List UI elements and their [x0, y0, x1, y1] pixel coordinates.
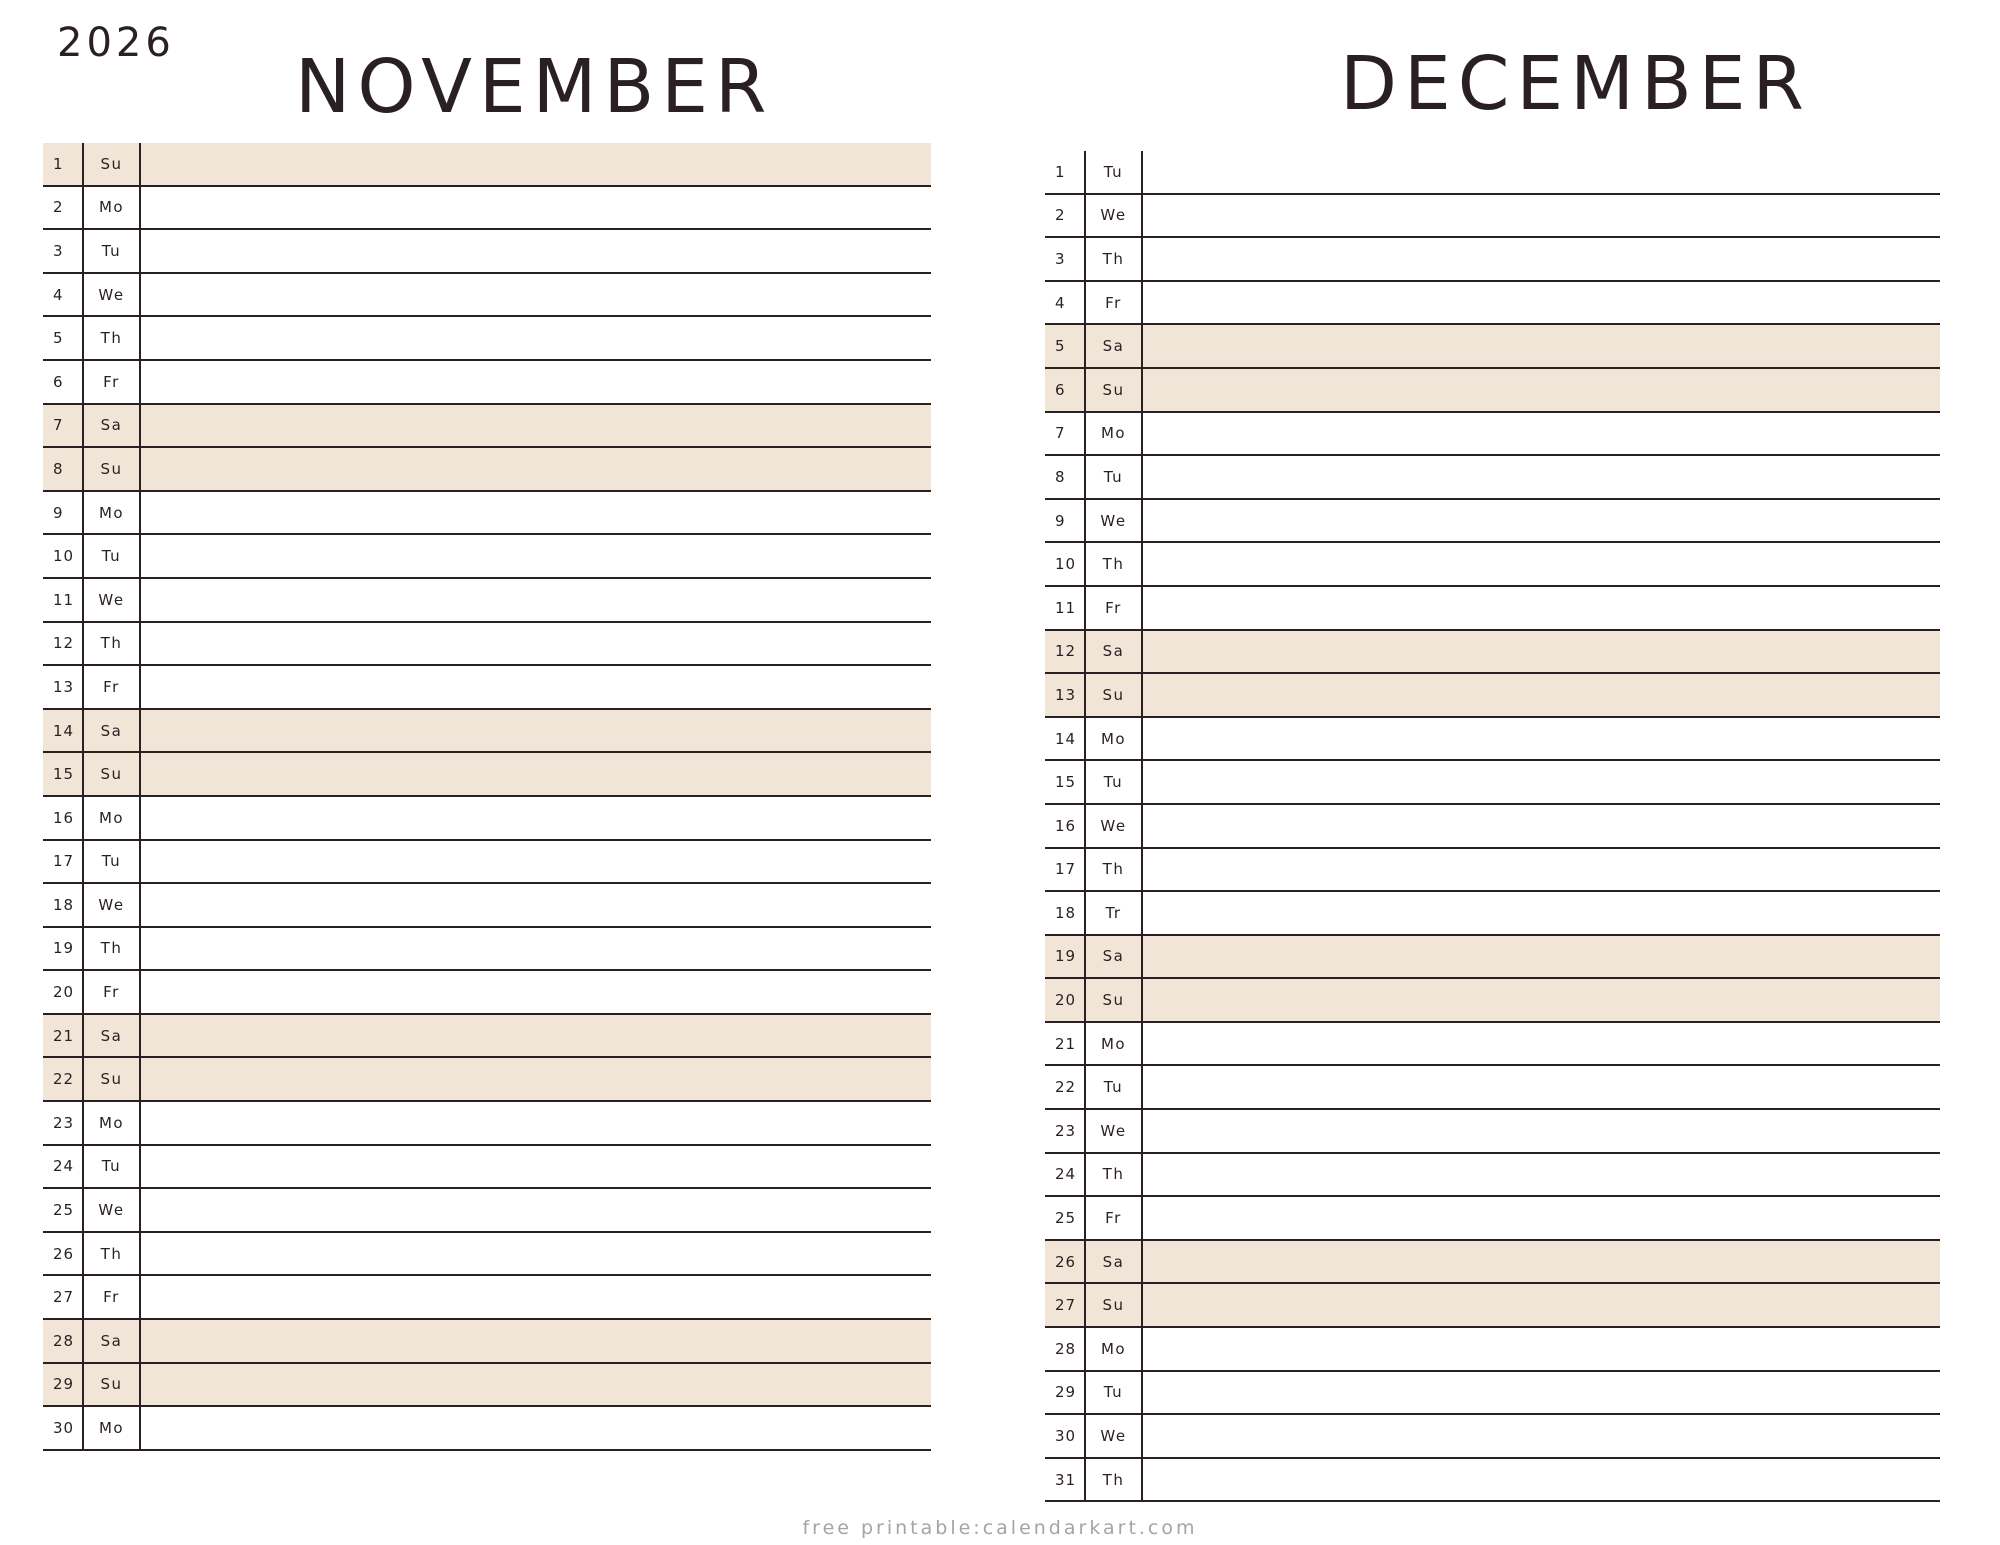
day-number: 4 [43, 274, 84, 316]
day-row [1045, 1459, 1940, 1503]
year-label: 2026 [57, 20, 175, 66]
day-row [43, 753, 931, 797]
note-area[interactable] [141, 1058, 931, 1100]
day-of-week: Mo [84, 492, 141, 534]
day-row [1045, 151, 1940, 195]
day-row [43, 710, 931, 754]
day-number: 7 [43, 405, 84, 447]
note-area[interactable] [1143, 587, 1940, 629]
day-number: 9 [43, 492, 84, 534]
day-of-week: Sa [1086, 325, 1143, 367]
day-number: 15 [43, 753, 84, 795]
day-of-week: Mo [84, 187, 141, 229]
day-number: 19 [43, 928, 84, 970]
day-of-week: We [1086, 195, 1143, 237]
day-of-week: Tu [84, 841, 141, 883]
day-of-week: Th [1086, 543, 1143, 585]
day-row [43, 797, 931, 841]
note-area[interactable] [1143, 325, 1940, 367]
day-row [1045, 674, 1940, 718]
day-number: 31 [1045, 1459, 1086, 1501]
day-number: 12 [1045, 631, 1086, 673]
note-area[interactable] [141, 841, 931, 883]
day-of-week: Mo [84, 1102, 141, 1144]
note-area[interactable] [141, 143, 931, 185]
day-number: 13 [1045, 674, 1086, 716]
note-area[interactable] [1143, 631, 1940, 673]
day-of-week: Th [1086, 1459, 1143, 1501]
day-number: 30 [1045, 1415, 1086, 1457]
day-row [1045, 1328, 1940, 1372]
day-number: 22 [1045, 1066, 1086, 1108]
day-number: 26 [1045, 1241, 1086, 1283]
day-of-week: Sa [1086, 936, 1143, 978]
day-of-week: Tu [1086, 1372, 1143, 1414]
day-of-week: Sa [84, 710, 141, 752]
day-row [1045, 543, 1940, 587]
day-row [43, 317, 931, 361]
day-number: 1 [43, 143, 84, 185]
day-row [43, 1058, 931, 1102]
note-area[interactable] [1143, 1023, 1940, 1065]
day-number: 17 [43, 841, 84, 883]
note-area[interactable] [141, 1320, 931, 1362]
day-row [43, 841, 931, 885]
day-row [1045, 631, 1940, 675]
note-area[interactable] [1143, 892, 1940, 934]
day-row [43, 535, 931, 579]
day-row [1045, 195, 1940, 239]
day-row [1045, 1197, 1940, 1241]
day-of-week: Mo [1086, 1023, 1143, 1065]
day-row [43, 1015, 931, 1059]
day-of-week: Sa [84, 1015, 141, 1057]
day-number: 28 [1045, 1328, 1086, 1370]
note-area[interactable] [141, 448, 931, 490]
day-of-week: Su [1086, 674, 1143, 716]
note-area[interactable] [141, 623, 931, 665]
day-row [1045, 936, 1940, 980]
day-row [43, 1407, 931, 1451]
day-row [1045, 805, 1940, 849]
note-area[interactable] [141, 361, 931, 403]
day-number: 29 [1045, 1372, 1086, 1414]
day-row [1045, 892, 1940, 936]
day-row [1045, 1110, 1940, 1154]
day-row [1045, 1415, 1940, 1459]
day-of-week: We [84, 274, 141, 316]
note-area[interactable] [141, 274, 931, 316]
month-title-december: DECEMBER [1340, 41, 1811, 127]
day-number: 12 [43, 623, 84, 665]
day-of-week: Sa [1086, 631, 1143, 673]
day-of-week: Su [84, 143, 141, 185]
note-area[interactable] [141, 971, 931, 1013]
day-of-week: Su [84, 448, 141, 490]
day-number: 10 [1045, 543, 1086, 585]
day-number: 21 [43, 1015, 84, 1057]
day-number: 5 [43, 317, 84, 359]
day-row [43, 405, 931, 449]
day-of-week: Su [84, 1364, 141, 1406]
day-of-week: Mo [1086, 1328, 1143, 1370]
day-row [43, 623, 931, 667]
day-of-week: Th [84, 1233, 141, 1275]
note-area[interactable] [1143, 936, 1940, 978]
day-row [43, 361, 931, 405]
day-row [43, 666, 931, 710]
day-row [43, 1364, 931, 1408]
day-of-week: Su [1086, 1284, 1143, 1326]
day-of-week: Mo [84, 1407, 141, 1449]
day-of-week: Sa [84, 1320, 141, 1362]
day-of-week: Fr [84, 1276, 141, 1318]
day-number: 30 [43, 1407, 84, 1449]
day-row [1045, 325, 1940, 369]
day-row [1045, 282, 1940, 326]
day-of-week: Th [1086, 849, 1143, 891]
day-number: 14 [43, 710, 84, 752]
note-area[interactable] [1143, 805, 1940, 847]
day-of-week: Fr [84, 666, 141, 708]
day-number: 9 [1045, 500, 1086, 542]
day-row [43, 579, 931, 623]
note-area[interactable] [1143, 543, 1940, 585]
day-of-week: Tu [1086, 761, 1143, 803]
day-number: 23 [43, 1102, 84, 1144]
note-area[interactable] [1143, 761, 1940, 803]
day-number: 27 [43, 1276, 84, 1318]
note-area[interactable] [1143, 413, 1940, 455]
note-area[interactable] [141, 1233, 931, 1275]
december-day-list [1045, 151, 1940, 1502]
note-area[interactable] [141, 492, 931, 534]
day-number: 21 [1045, 1023, 1086, 1065]
day-number: 13 [43, 666, 84, 708]
day-number: 18 [43, 884, 84, 926]
day-row [43, 1189, 931, 1233]
day-row [43, 187, 931, 231]
day-row [1045, 369, 1940, 413]
day-number: 3 [1045, 238, 1086, 280]
note-area[interactable] [141, 230, 931, 272]
day-row [43, 884, 931, 928]
day-row [43, 971, 931, 1015]
day-row [43, 1320, 931, 1364]
day-number: 16 [43, 797, 84, 839]
day-of-week: We [1086, 1110, 1143, 1152]
note-area[interactable] [1143, 979, 1940, 1021]
day-row [43, 274, 931, 318]
day-of-week: Mo [1086, 718, 1143, 760]
day-number: 6 [43, 361, 84, 403]
day-row [1045, 1154, 1940, 1198]
day-number: 20 [1045, 979, 1086, 1021]
day-of-week: Fr [84, 361, 141, 403]
day-number: 24 [43, 1146, 84, 1188]
day-number: 7 [1045, 413, 1086, 455]
note-area[interactable] [1143, 195, 1940, 237]
day-row [43, 230, 931, 274]
note-area[interactable] [141, 753, 931, 795]
day-of-week: We [84, 1189, 141, 1231]
note-area[interactable] [141, 710, 931, 752]
day-row [1045, 1023, 1940, 1067]
note-area[interactable] [141, 187, 931, 229]
note-area[interactable] [141, 797, 931, 839]
day-row [1045, 587, 1940, 631]
day-of-week: Tu [1086, 1066, 1143, 1108]
day-number: 2 [43, 187, 84, 229]
day-of-week: Tu [84, 230, 141, 272]
day-number: 26 [43, 1233, 84, 1275]
day-row [1045, 456, 1940, 500]
day-number: 14 [1045, 718, 1086, 760]
day-of-week: Tu [84, 1146, 141, 1188]
day-number: 29 [43, 1364, 84, 1406]
day-of-week: Th [1086, 1154, 1143, 1196]
day-row [1045, 718, 1940, 762]
note-area[interactable] [141, 1276, 931, 1318]
day-number: 3 [43, 230, 84, 272]
day-row [43, 1146, 931, 1190]
footer-credit: free printable:calendarkart.com [802, 1517, 1198, 1539]
note-area[interactable] [1143, 1459, 1940, 1501]
note-area[interactable] [1143, 1110, 1940, 1152]
note-area[interactable] [141, 928, 931, 970]
day-number: 24 [1045, 1154, 1086, 1196]
note-area[interactable] [1143, 1372, 1940, 1414]
note-area[interactable] [1143, 1154, 1940, 1196]
day-row [1045, 413, 1940, 457]
day-of-week: Su [84, 1058, 141, 1100]
note-area[interactable] [141, 317, 931, 359]
day-number: 1 [1045, 151, 1086, 193]
day-of-week: Th [84, 928, 141, 970]
day-of-week: Tu [1086, 151, 1143, 193]
note-area[interactable] [141, 1015, 931, 1057]
day-number: 15 [1045, 761, 1086, 803]
day-row [43, 1102, 931, 1146]
day-of-week: Tr [1086, 892, 1143, 934]
day-number: 4 [1045, 282, 1086, 324]
day-of-week: Mo [1086, 413, 1143, 455]
note-area[interactable] [141, 405, 931, 447]
day-of-week: Mo [84, 797, 141, 839]
note-area[interactable] [141, 666, 931, 708]
note-area[interactable] [141, 535, 931, 577]
day-of-week: We [1086, 805, 1143, 847]
day-number: 11 [1045, 587, 1086, 629]
note-area[interactable] [1143, 1284, 1940, 1326]
day-number: 6 [1045, 369, 1086, 411]
day-number: 27 [1045, 1284, 1086, 1326]
day-row [1045, 238, 1940, 282]
day-number: 11 [43, 579, 84, 621]
day-row [1045, 500, 1940, 544]
day-number: 16 [1045, 805, 1086, 847]
note-area[interactable] [1143, 151, 1940, 193]
note-area[interactable] [1143, 674, 1940, 716]
day-of-week: Tu [1086, 456, 1143, 498]
note-area[interactable] [1143, 718, 1940, 760]
note-area[interactable] [141, 1364, 931, 1406]
day-number: 25 [43, 1189, 84, 1231]
day-row [1045, 1372, 1940, 1416]
day-of-week: Sa [84, 405, 141, 447]
day-number: 23 [1045, 1110, 1086, 1152]
day-number: 19 [1045, 936, 1086, 978]
note-area[interactable] [1143, 238, 1940, 280]
note-area[interactable] [1143, 849, 1940, 891]
day-number: 2 [1045, 195, 1086, 237]
day-of-week: We [1086, 1415, 1143, 1457]
month-title-november: NOVEMBER [295, 44, 774, 130]
day-number: 8 [1045, 456, 1086, 498]
day-number: 18 [1045, 892, 1086, 934]
day-row [43, 1233, 931, 1277]
day-of-week: Su [1086, 979, 1143, 1021]
day-of-week: Th [1086, 238, 1143, 280]
day-row [43, 1276, 931, 1320]
day-number: 10 [43, 535, 84, 577]
day-row [1045, 849, 1940, 893]
note-area[interactable] [1143, 1328, 1940, 1370]
note-area[interactable] [1143, 1066, 1940, 1108]
day-of-week: Fr [1086, 587, 1143, 629]
day-number: 25 [1045, 1197, 1086, 1239]
day-of-week: Su [1086, 369, 1143, 411]
note-area[interactable] [1143, 456, 1940, 498]
note-area[interactable] [141, 1146, 931, 1188]
day-of-week: Fr [1086, 1197, 1143, 1239]
note-area[interactable] [141, 1102, 931, 1144]
day-of-week: We [84, 579, 141, 621]
day-number: 28 [43, 1320, 84, 1362]
note-area[interactable] [1143, 1197, 1940, 1239]
day-of-week: Th [84, 623, 141, 665]
day-of-week: Fr [84, 971, 141, 1013]
note-area[interactable] [1143, 500, 1940, 542]
note-area[interactable] [1143, 1415, 1940, 1457]
day-of-week: Tu [84, 535, 141, 577]
day-of-week: Sa [1086, 1241, 1143, 1283]
day-number: 22 [43, 1058, 84, 1100]
day-of-week: Th [84, 317, 141, 359]
day-row [1045, 979, 1940, 1023]
note-area[interactable] [141, 1407, 931, 1449]
note-area[interactable] [141, 579, 931, 621]
day-number: 8 [43, 448, 84, 490]
day-row [43, 143, 931, 187]
day-row [1045, 1284, 1940, 1328]
day-of-week: Fr [1086, 282, 1143, 324]
day-row [1045, 1241, 1940, 1285]
note-area[interactable] [1143, 1241, 1940, 1283]
note-area[interactable] [1143, 282, 1940, 324]
note-area[interactable] [141, 1189, 931, 1231]
day-number: 20 [43, 971, 84, 1013]
note-area[interactable] [1143, 369, 1940, 411]
day-of-week: We [84, 884, 141, 926]
day-row [1045, 1066, 1940, 1110]
day-row [43, 448, 931, 492]
day-row [43, 928, 931, 972]
note-area[interactable] [141, 884, 931, 926]
day-number: 17 [1045, 849, 1086, 891]
november-day-list [43, 143, 931, 1451]
day-row [1045, 761, 1940, 805]
day-of-week: We [1086, 500, 1143, 542]
day-number: 5 [1045, 325, 1086, 367]
day-row [43, 492, 931, 536]
day-of-week: Su [84, 753, 141, 795]
